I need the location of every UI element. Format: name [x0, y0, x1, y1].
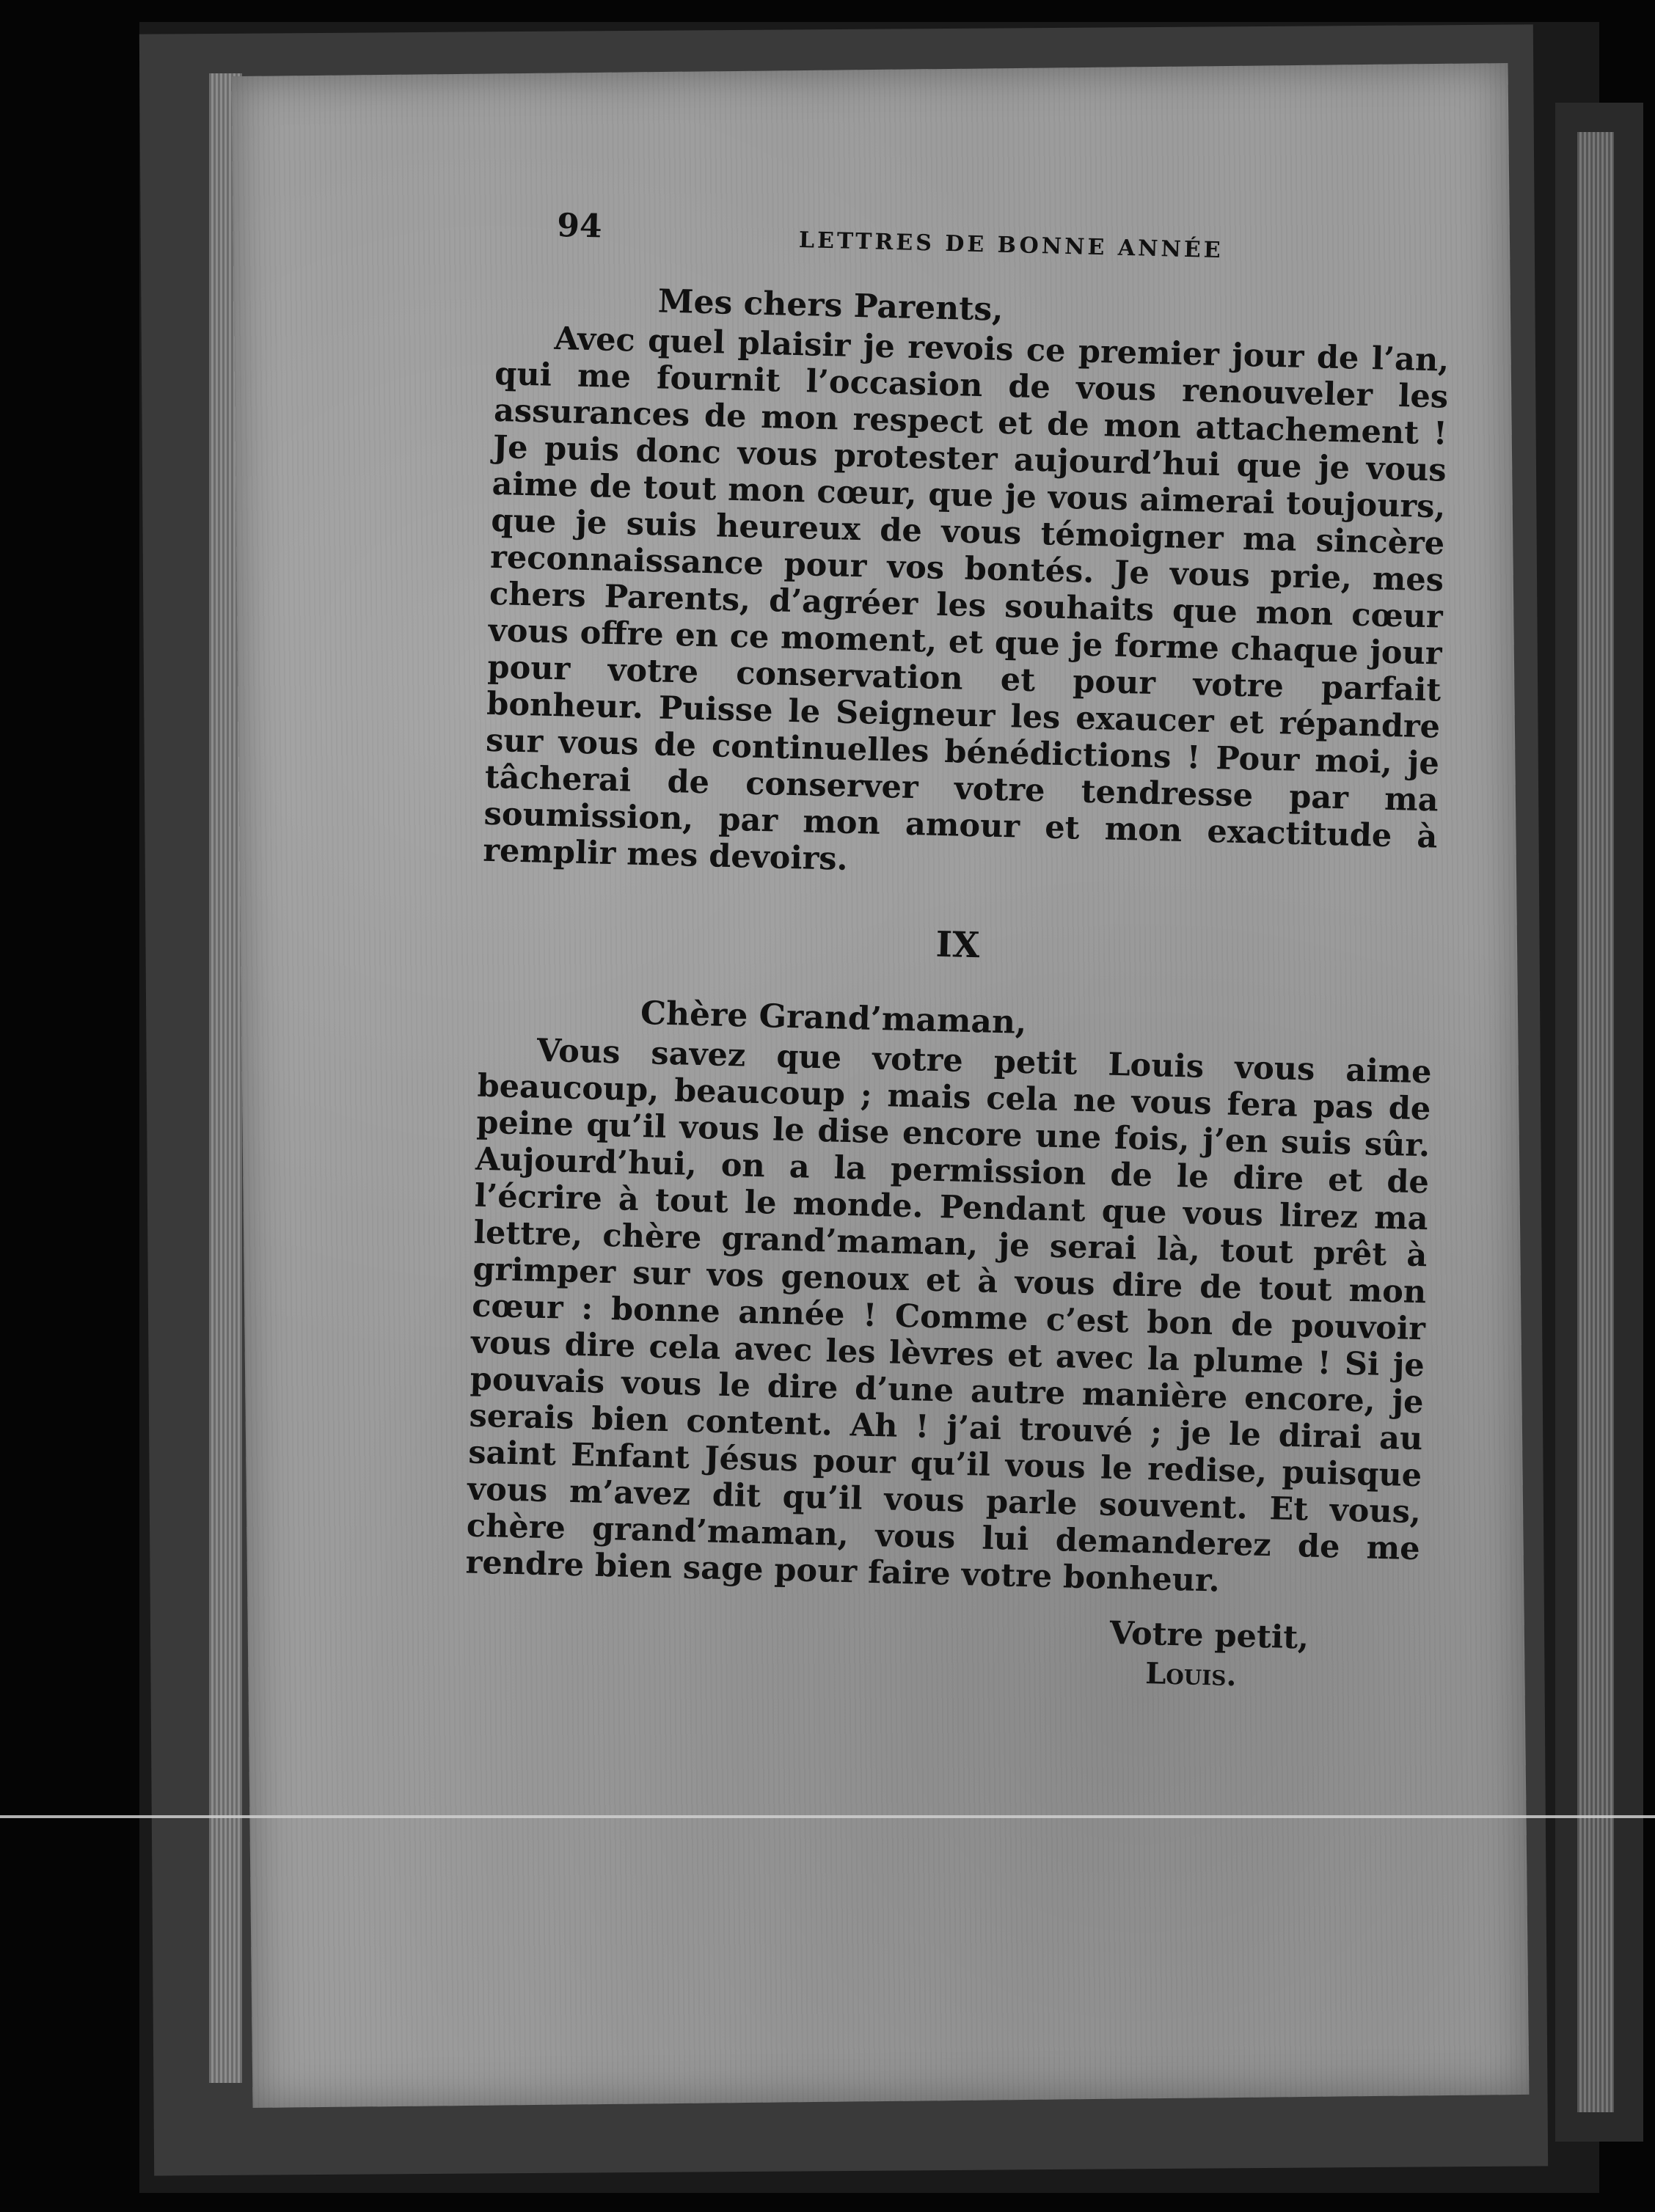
page-number: 94	[556, 206, 603, 246]
letter1-salutation: Mes chers Parents,	[657, 282, 1004, 329]
letter2-salutation: Chère Grand’maman,	[640, 995, 1027, 1041]
page-text	[463, 205, 1453, 1697]
letter2-closing: Votre petit,	[1109, 1614, 1309, 1657]
letter1-body: Avec quel plaisir je revois ce premier jour de l’an, qui me fournit l’occasion de vous renouveler les assurances de mon respect et de mon attachement ! Je puis donc vous protester aujourd’hui que je vous aime de tout mon cœur, que je vous aimerai toujours, que je suis heureux de vous témoigner ma sincère reconnaissance pour vos bontés. Je vous prie, mes chers Parents, d’agréer les souhaits que mon cœur vous offre en ce moment, et que je forme chaque jour pour votre conservation et pour votre parfait bonheur. Puisse le Seigneur les exaucer et répandre sur vous de continuelles bénédictions ! Pour moi, je tâcherai de conserver votre tendresse par ma soumission, par mon amour et mon exactitude à remplir mes devoirs.	[482, 320, 1450, 878]
letter2-signature: Louis.	[1144, 1656, 1238, 1693]
running-title: LETTRES DE BONNE ANNÉE	[798, 227, 1224, 264]
section-number: IX	[935, 923, 981, 967]
letter2-body: Vous savez que votre petit Louis vous aime beaucoup, beaucoup ; mais cela ne vous fera pas de peine qu’il vous le dise encore une fois, j’en suis sûr. Aujourd’hui, on a la permission de le dire et de l’écrire à tout le monde. Pendant que vous lirez ma lettre, chère grand’maman, je serai là, tout prêt à grimper sur vos genoux et à vous dire de tout mon cœur : bonne année ! Comme c’est bon de pouvoir vous dire cela avec les lèvres et avec la plume ! Si je pouvais vous le dire d’une autre manière encore, je serais bien content. Ah ! j’ai trouvé ; je le dirai au saint Enfant Jésus pour qu’il vous le redise, puisque vous m’avez dit qu’il vous parle souvent. Et vous, chère grand’maman, vous lui demanderez de me rendre bien sage pour faire votre bonheur.	[465, 1032, 1433, 1600]
scan-artifact-line	[0, 1815, 1655, 1818]
